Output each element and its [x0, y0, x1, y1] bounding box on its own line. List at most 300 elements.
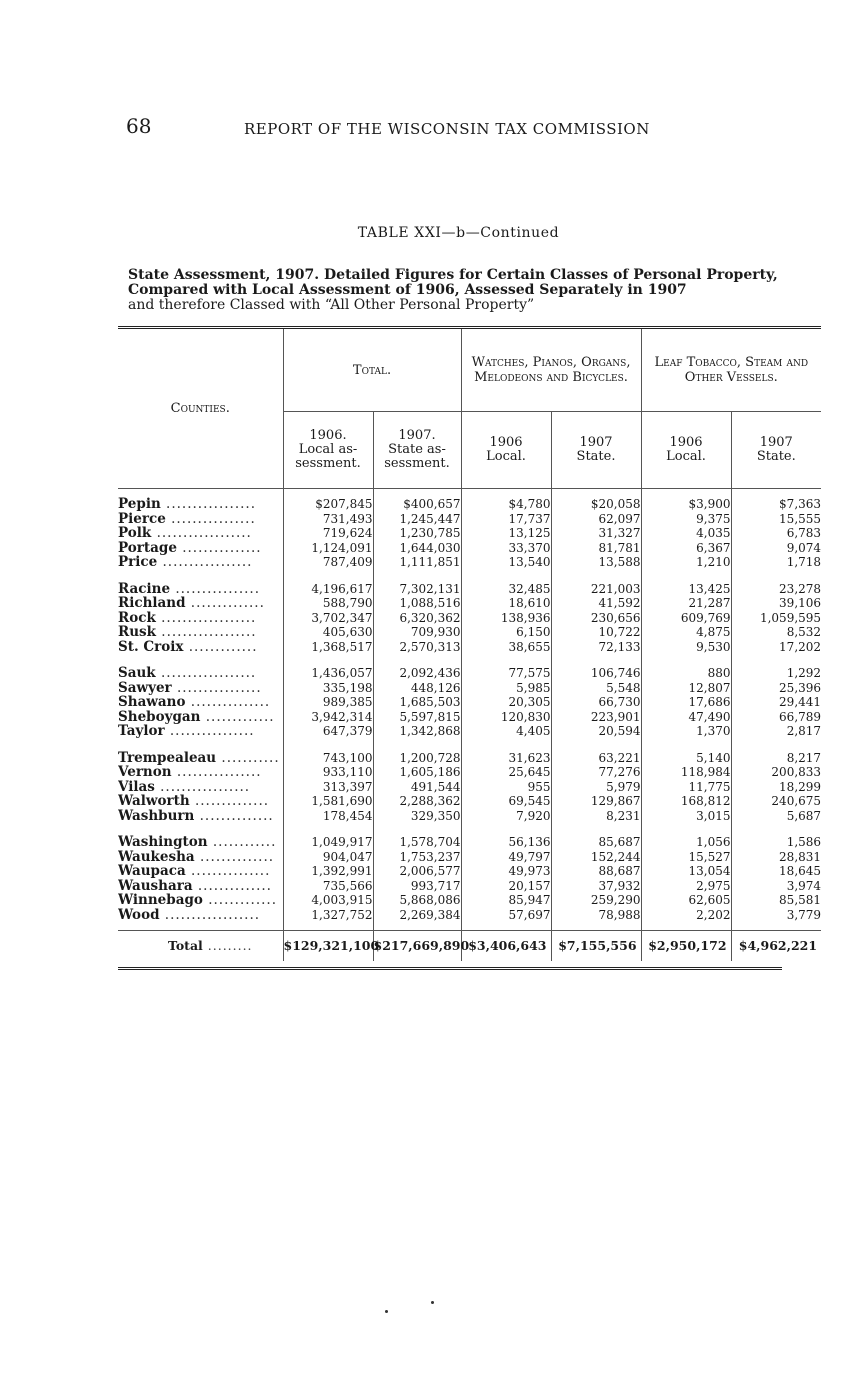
table-row [118, 751, 821, 766]
value-cell: 18,299 [731, 780, 821, 795]
county-label: Wood [118, 907, 160, 922]
total-row [118, 931, 821, 962]
value-cell: 5,687 [731, 809, 821, 824]
value-cell: $20,058 [551, 497, 641, 512]
sub-header-4 [551, 412, 641, 489]
sub-header-line: 1907 [759, 435, 793, 450]
total-value: $3,406,643 [461, 931, 551, 962]
gap-row [118, 739, 821, 751]
county-label: Taylor [118, 724, 165, 739]
county-name [118, 555, 283, 570]
value-cell: 1,230,785 [373, 526, 461, 541]
dot-leader: .................. [155, 610, 257, 625]
caption-line-2: and therefore Classed with “All Other Personal Property” [128, 297, 535, 313]
county-name [118, 794, 283, 809]
value-cell: 735,566 [283, 879, 373, 894]
table-row [118, 908, 821, 923]
total-value: $129,321,100 [283, 931, 373, 962]
table-row [118, 765, 821, 780]
dot-leader: .................. [156, 625, 257, 640]
county-label: Pierce [118, 511, 166, 526]
value-cell: 77,575 [461, 666, 551, 681]
value-cell: 787,409 [283, 555, 373, 570]
sub-header-line: sessment. [384, 456, 450, 471]
value-cell: 20,157 [461, 879, 551, 894]
value-cell: 25,396 [731, 681, 821, 696]
value-cell: 31,623 [461, 751, 551, 766]
county-name [118, 611, 283, 626]
value-cell: 62,097 [551, 512, 641, 527]
table-body [118, 489, 821, 962]
value-cell: 1,718 [731, 555, 821, 570]
value-cell: 6,320,362 [373, 611, 461, 626]
value-cell: 85,687 [551, 835, 641, 850]
value-cell: 223,901 [551, 710, 641, 725]
dot-leader: ................. [154, 779, 251, 794]
value-cell: 37,932 [551, 879, 641, 894]
value-cell: 743,100 [283, 751, 373, 766]
value-cell: 1,111,851 [373, 555, 461, 570]
value-cell: 2,975 [641, 879, 731, 894]
value-cell: 1,436,057 [283, 666, 373, 681]
value-cell: 230,656 [551, 611, 641, 626]
value-cell: 38,655 [461, 640, 551, 655]
assessment-table [118, 326, 821, 961]
county-name [118, 724, 283, 739]
value-cell: 106,746 [551, 666, 641, 681]
value-cell: 56,136 [461, 835, 551, 850]
sub-header-line: 1906 [669, 435, 703, 450]
county-label: Washburn [118, 808, 195, 823]
value-cell: 18,645 [731, 864, 821, 879]
counties-header: Counties. [118, 328, 283, 489]
value-cell: 47,490 [641, 710, 731, 725]
value-cell: $7,363 [731, 497, 821, 512]
county-name [118, 765, 283, 780]
table-row [118, 809, 821, 824]
sub-header-6 [731, 412, 821, 489]
sub-header-5 [641, 412, 731, 489]
value-cell: 8,231 [551, 809, 641, 824]
value-cell: 448,126 [373, 681, 461, 696]
county-label: Richland [118, 596, 186, 611]
value-cell: 49,797 [461, 850, 551, 865]
value-cell: 1,210 [641, 555, 731, 570]
value-cell: 13,540 [461, 555, 551, 570]
value-cell: 2,202 [641, 908, 731, 923]
county-label: Polk [118, 526, 152, 541]
dot-leader: ................. [157, 555, 253, 570]
table-row [118, 640, 821, 655]
table-row [118, 780, 821, 795]
county-name [118, 625, 283, 640]
value-cell: 647,379 [283, 724, 373, 739]
value-cell: 1,586 [731, 835, 821, 850]
county-name [118, 751, 283, 766]
value-cell: 5,597,815 [373, 710, 461, 725]
value-cell: 989,385 [283, 695, 373, 710]
value-cell: 138,936 [461, 611, 551, 626]
table-row [118, 864, 821, 879]
value-cell: 731,493 [283, 512, 373, 527]
county-name [118, 596, 283, 611]
value-cell: 313,397 [283, 780, 373, 795]
value-cell: $207,845 [283, 497, 373, 512]
value-cell: 2,269,384 [373, 908, 461, 923]
table-row [118, 695, 821, 710]
table-title: TABLE XXI—b—Continued [357, 225, 560, 241]
county-name [118, 582, 283, 597]
county-label: Rock [118, 610, 156, 625]
sub-header-line: 1906. [309, 428, 347, 443]
dot-leader: ............... [176, 540, 262, 555]
value-cell: 4,875 [641, 625, 731, 640]
dot-leader: ............. [202, 893, 277, 908]
value-cell: 5,985 [461, 681, 551, 696]
value-cell: 7,302,131 [373, 582, 461, 597]
value-cell: 1,342,868 [373, 724, 461, 739]
value-cell: 1,685,503 [373, 695, 461, 710]
value-cell: 17,202 [731, 640, 821, 655]
dot-leader: .................. [155, 666, 257, 681]
value-cell: 1,088,516 [373, 596, 461, 611]
value-cell: 8,532 [731, 625, 821, 640]
county-label: Waushara [118, 878, 193, 893]
county-label: Waupaca [118, 864, 186, 879]
value-cell: 49,973 [461, 864, 551, 879]
value-cell: 88,687 [551, 864, 641, 879]
table-row [118, 541, 821, 556]
gap-row [118, 654, 821, 666]
value-cell: 66,730 [551, 695, 641, 710]
value-cell: 13,125 [461, 526, 551, 541]
value-cell: 78,988 [551, 908, 641, 923]
value-cell: 85,947 [461, 893, 551, 908]
value-cell: 4,196,617 [283, 582, 373, 597]
caption-line-1: State Assessment, 1907. Detailed Figures for Certain Classes of Personal Property, Compared with Local Assessment of 1906, Assessed Separately in 1907 [128, 267, 778, 298]
dot-leader: ............ [207, 835, 277, 850]
total-value: $2,950,172 [641, 931, 731, 962]
total-label-text: Total [167, 937, 203, 953]
value-cell: 21,287 [641, 596, 731, 611]
value-cell: 3,779 [731, 908, 821, 923]
table-row [118, 497, 821, 512]
county-name [118, 780, 283, 795]
sub-header-3 [461, 412, 551, 489]
value-cell: 41,592 [551, 596, 641, 611]
county-label: Sawyer [118, 680, 172, 695]
value-cell: 63,221 [551, 751, 641, 766]
dot-leader: ......... [202, 937, 253, 953]
value-cell: 1,124,091 [283, 541, 373, 556]
table-row [118, 724, 821, 739]
county-name [118, 850, 283, 865]
dot-leader: .................. [159, 907, 261, 922]
value-cell: 118,984 [641, 765, 731, 780]
value-cell: 62,605 [641, 893, 731, 908]
county-label: Racine [118, 581, 171, 596]
value-cell: 77,276 [551, 765, 641, 780]
table-row [118, 512, 821, 527]
value-cell: 1,059,595 [731, 611, 821, 626]
value-cell: 17,686 [641, 695, 731, 710]
group-header-tobacco: Leaf Tobacco, Steam and Other Vessels. [641, 328, 821, 412]
value-cell: 4,003,915 [283, 893, 373, 908]
value-cell: 955 [461, 780, 551, 795]
county-label: St. Croix [118, 639, 184, 654]
value-cell: 1,245,447 [373, 512, 461, 527]
gap-row [118, 570, 821, 582]
value-cell: 129,867 [551, 794, 641, 809]
value-cell: 178,454 [283, 809, 373, 824]
value-cell: 993,717 [373, 879, 461, 894]
value-cell: 25,645 [461, 765, 551, 780]
value-cell: 335,198 [283, 681, 373, 696]
table-row [118, 835, 821, 850]
dot-leader: .............. [194, 808, 274, 823]
dot-leader: ................ [165, 511, 256, 526]
sub-header-line: State as- [388, 442, 446, 457]
table-row [118, 526, 821, 541]
table-row [118, 879, 821, 894]
value-cell: 1,292 [731, 666, 821, 681]
county-label: Pepin [118, 497, 161, 512]
county-name [118, 864, 283, 879]
value-cell: 880 [641, 666, 731, 681]
county-name [118, 681, 283, 696]
table-row [118, 710, 821, 725]
value-cell: 1,581,690 [283, 794, 373, 809]
value-cell: 1,644,030 [373, 541, 461, 556]
value-cell: 2,570,313 [373, 640, 461, 655]
sub-header-line: State. [756, 449, 796, 464]
county-name [118, 710, 283, 725]
value-cell: 405,630 [283, 625, 373, 640]
table-row [118, 893, 821, 908]
county-name [118, 695, 283, 710]
value-cell: 20,594 [551, 724, 641, 739]
value-cell: 6,367 [641, 541, 731, 556]
dot-leader: ............... [185, 695, 271, 710]
value-cell: 1,578,704 [373, 835, 461, 850]
value-cell: 329,350 [373, 809, 461, 824]
value-cell: 221,003 [551, 582, 641, 597]
print-speck [385, 1310, 388, 1313]
value-cell: 2,288,362 [373, 794, 461, 809]
sub-header-line: 1907. [398, 428, 436, 443]
table-row [118, 611, 821, 626]
table-row [118, 582, 821, 597]
table-row [118, 625, 821, 640]
county-name [118, 879, 283, 894]
value-cell: 17,737 [461, 512, 551, 527]
value-cell: 39,106 [731, 596, 821, 611]
value-cell: 72,133 [551, 640, 641, 655]
spacer-row [118, 922, 821, 931]
value-cell: 32,485 [461, 582, 551, 597]
value-cell: 31,327 [551, 526, 641, 541]
sub-header-2 [373, 412, 461, 489]
value-cell: 933,110 [283, 765, 373, 780]
value-cell: 69,545 [461, 794, 551, 809]
value-cell: 9,375 [641, 512, 731, 527]
county-name [118, 526, 283, 541]
value-cell: 904,047 [283, 850, 373, 865]
county-label: Rusk [118, 625, 156, 640]
county-name [118, 512, 283, 527]
value-cell: 3,974 [731, 879, 821, 894]
value-cell: 1,200,728 [373, 751, 461, 766]
page-number: 68 [126, 114, 152, 138]
value-cell: 1,327,752 [283, 908, 373, 923]
value-cell: 152,244 [551, 850, 641, 865]
value-cell: 1,392,991 [283, 864, 373, 879]
sub-header-line: Local as- [298, 442, 358, 457]
county-label: Winnebago [118, 893, 203, 908]
value-cell: 719,624 [283, 526, 373, 541]
value-cell: 259,290 [551, 893, 641, 908]
value-cell: 8,217 [731, 751, 821, 766]
table-caption [128, 268, 788, 313]
value-cell: $3,900 [641, 497, 731, 512]
sub-header-line: 1907 [579, 435, 613, 450]
table-row [118, 681, 821, 696]
value-cell: 3,702,347 [283, 611, 373, 626]
dot-leader: .............. [189, 794, 270, 809]
county-name [118, 666, 283, 681]
value-cell: 1,056 [641, 835, 731, 850]
sub-header-1 [283, 412, 373, 489]
value-cell: 18,610 [461, 596, 551, 611]
dot-leader: ................. [160, 497, 257, 512]
value-cell: 2,006,577 [373, 864, 461, 879]
value-cell: 2,817 [731, 724, 821, 739]
sub-header-line: Local. [666, 449, 706, 464]
sub-header-line: sessment. [295, 456, 361, 471]
county-label: Price [118, 555, 158, 570]
county-name [118, 908, 283, 923]
table-row [118, 794, 821, 809]
value-cell: $4,780 [461, 497, 551, 512]
print-speck [431, 1301, 434, 1304]
value-cell: 5,140 [641, 751, 731, 766]
value-cell: 85,581 [731, 893, 821, 908]
value-cell: 1,368,517 [283, 640, 373, 655]
dot-leader: ................ [170, 581, 260, 596]
running-head: REPORT OF THE WISCONSIN TAX COMMISSION [244, 120, 650, 138]
value-cell: 15,555 [731, 512, 821, 527]
value-cell: 20,305 [461, 695, 551, 710]
county-name [118, 640, 283, 655]
total-value: $4,962,221 [731, 931, 821, 962]
table-row [118, 596, 821, 611]
value-cell: 5,979 [551, 780, 641, 795]
dot-leader: ................ [171, 680, 262, 695]
value-cell: 491,544 [373, 780, 461, 795]
dot-leader: ............... [185, 864, 271, 879]
value-cell: 588,790 [283, 596, 373, 611]
value-cell: $400,657 [373, 497, 461, 512]
dot-leader: ............. [183, 639, 258, 654]
value-cell: 66,789 [731, 710, 821, 725]
value-cell: 29,441 [731, 695, 821, 710]
county-label: Waukesha [118, 849, 195, 864]
county-label: Walworth [118, 794, 190, 809]
county-label: Washington [118, 835, 208, 850]
table-row [118, 850, 821, 865]
value-cell: 240,675 [731, 794, 821, 809]
group-header-total: Total. [283, 328, 461, 412]
total-value: $217,669,890 [373, 931, 461, 962]
dot-leader: .................. [151, 526, 252, 541]
value-cell: 13,588 [551, 555, 641, 570]
dot-leader: .............. [185, 596, 265, 611]
spacer-row [118, 489, 821, 498]
value-cell: 609,769 [641, 611, 731, 626]
county-label: Sheboygan [118, 709, 201, 724]
dot-leader: ............. [200, 709, 275, 724]
value-cell: 5,868,086 [373, 893, 461, 908]
dot-leader: ................ [164, 724, 255, 739]
gap-row [118, 823, 821, 835]
value-cell: 200,833 [731, 765, 821, 780]
county-label: Vernon [118, 765, 172, 780]
dot-leader: .............. [192, 878, 272, 893]
value-cell: 7,920 [461, 809, 551, 824]
value-cell: 9,074 [731, 541, 821, 556]
value-cell: 1,370 [641, 724, 731, 739]
county-name [118, 809, 283, 824]
dot-leader: ................ [171, 765, 262, 780]
value-cell: 12,807 [641, 681, 731, 696]
county-name [118, 893, 283, 908]
sub-header-line: 1906 [489, 435, 523, 450]
value-cell: 6,783 [731, 526, 821, 541]
value-cell: 57,697 [461, 908, 551, 923]
value-cell: 3,015 [641, 809, 731, 824]
value-cell: 11,775 [641, 780, 731, 795]
dot-leader: .............. [194, 849, 275, 864]
value-cell: 15,527 [641, 850, 731, 865]
value-cell: 13,425 [641, 582, 731, 597]
value-cell: 81,781 [551, 541, 641, 556]
value-cell: 3,942,314 [283, 710, 373, 725]
value-cell: 4,035 [641, 526, 731, 541]
sub-header-line: State. [576, 449, 616, 464]
county-label: Portage [118, 540, 177, 555]
table-bottom-rule [118, 967, 782, 970]
value-cell: 9,530 [641, 640, 731, 655]
value-cell: 1,753,237 [373, 850, 461, 865]
value-cell: 28,831 [731, 850, 821, 865]
county-label: Trempealeau [118, 750, 217, 765]
total-value: $7,155,556 [551, 931, 641, 962]
value-cell: 709,930 [373, 625, 461, 640]
county-name [118, 541, 283, 556]
table-row [118, 666, 821, 681]
value-cell: 1,605,186 [373, 765, 461, 780]
county-name [118, 497, 283, 512]
value-cell: 6,150 [461, 625, 551, 640]
total-label [118, 931, 283, 962]
value-cell: 1,049,917 [283, 835, 373, 850]
county-label: Vilas [118, 779, 155, 794]
value-cell: 23,278 [731, 582, 821, 597]
value-cell: 120,830 [461, 710, 551, 725]
county-label: Shawano [118, 695, 186, 710]
group-header-watches: Watches, Pianos, Organs, Melodeons and Bicycles. [461, 328, 641, 412]
value-cell: 33,370 [461, 541, 551, 556]
